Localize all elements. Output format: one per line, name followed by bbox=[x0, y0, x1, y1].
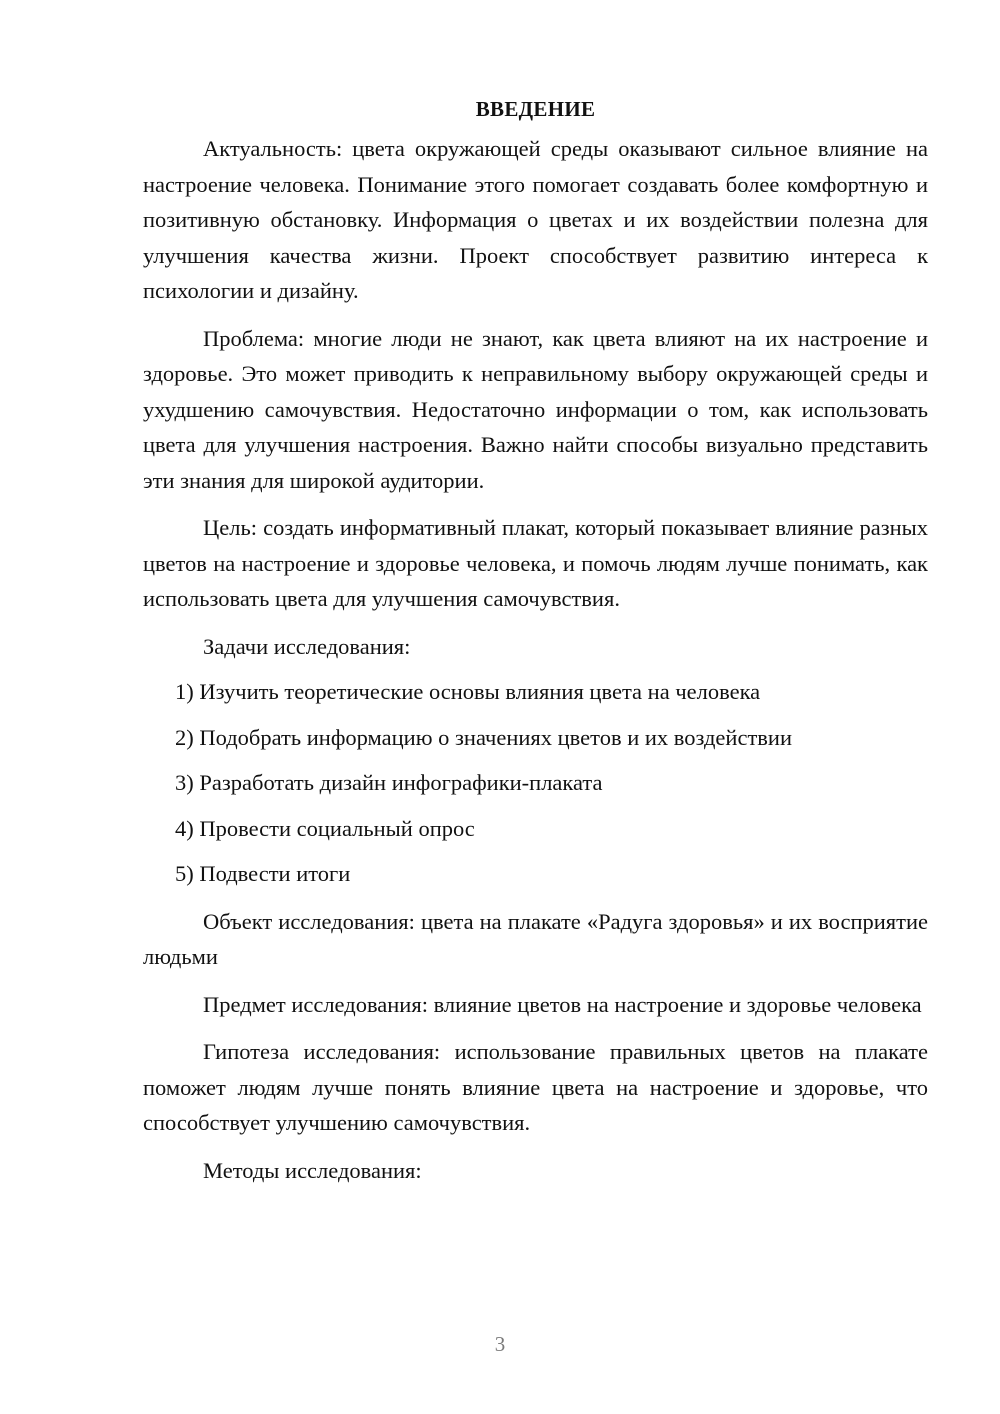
hypothesis-paragraph: Гипотеза исследования: использование правильных цветов на плакате поможет людям лучше понять влияние цвета на настроение и здоровье, что способствует улучшению самочувствия. bbox=[143, 1039, 928, 1135]
list-item: 5) Подвести итоги bbox=[175, 861, 351, 886]
subject-paragraph: Предмет исследования: влияние цветов на настроение и здоровье человека bbox=[203, 991, 922, 1017]
page-number: 3 bbox=[494, 1332, 506, 1356]
tasks-list bbox=[143, 674, 928, 892]
methods-heading: Методы исследования: bbox=[203, 1157, 422, 1183]
section-title: ВВЕДЕНИЕ bbox=[475, 97, 596, 121]
tasks-heading: Задачи исследования: bbox=[203, 633, 411, 659]
list-item: 3) Разработать дизайн инфографики-плаката bbox=[175, 770, 603, 795]
list-item: 1) Изучить теоретические основы влияния цвета на человека bbox=[175, 679, 761, 704]
object-paragraph: Объект исследования: цвета на плакате «Радуга здоровья» и их восприятие людьми bbox=[143, 908, 928, 969]
list-item: 4) Провести социальный опрос bbox=[175, 815, 475, 841]
problem-paragraph: Проблема: многие люди не знают, как цвета влияют на их настроение и здоровье. Это может приводить к неправильному выбору окружающей среды и ухудшению самочувствия. Недостаточно информации о том, как использовать цвета для улучшения настроения. Важно найти способы визуально представить эти знания для широкой аудитории. bbox=[143, 325, 928, 493]
goal-paragraph: Цель: создать информативный плакат, который показывает влияние разных цветов на настроение и здоровье человека, и помочь людям лучше понимать, как использовать цвета для улучшения самочувствия. bbox=[143, 515, 928, 611]
list-item: 2) Подобрать информацию о значениях цветов и их воздействии bbox=[175, 724, 792, 750]
document-page bbox=[143, 92, 928, 1188]
relevance-paragraph: Актуальность: цвета окружающей среды оказывают сильное влияние на настроение человека. Понимание этого помогает создавать более комфортную и позитивную обстановку. Информация о цветах и их воздействии полезна для улучшения качества жизни. Проект способствует развитию интереса к психологии и дизайну. bbox=[143, 136, 928, 303]
